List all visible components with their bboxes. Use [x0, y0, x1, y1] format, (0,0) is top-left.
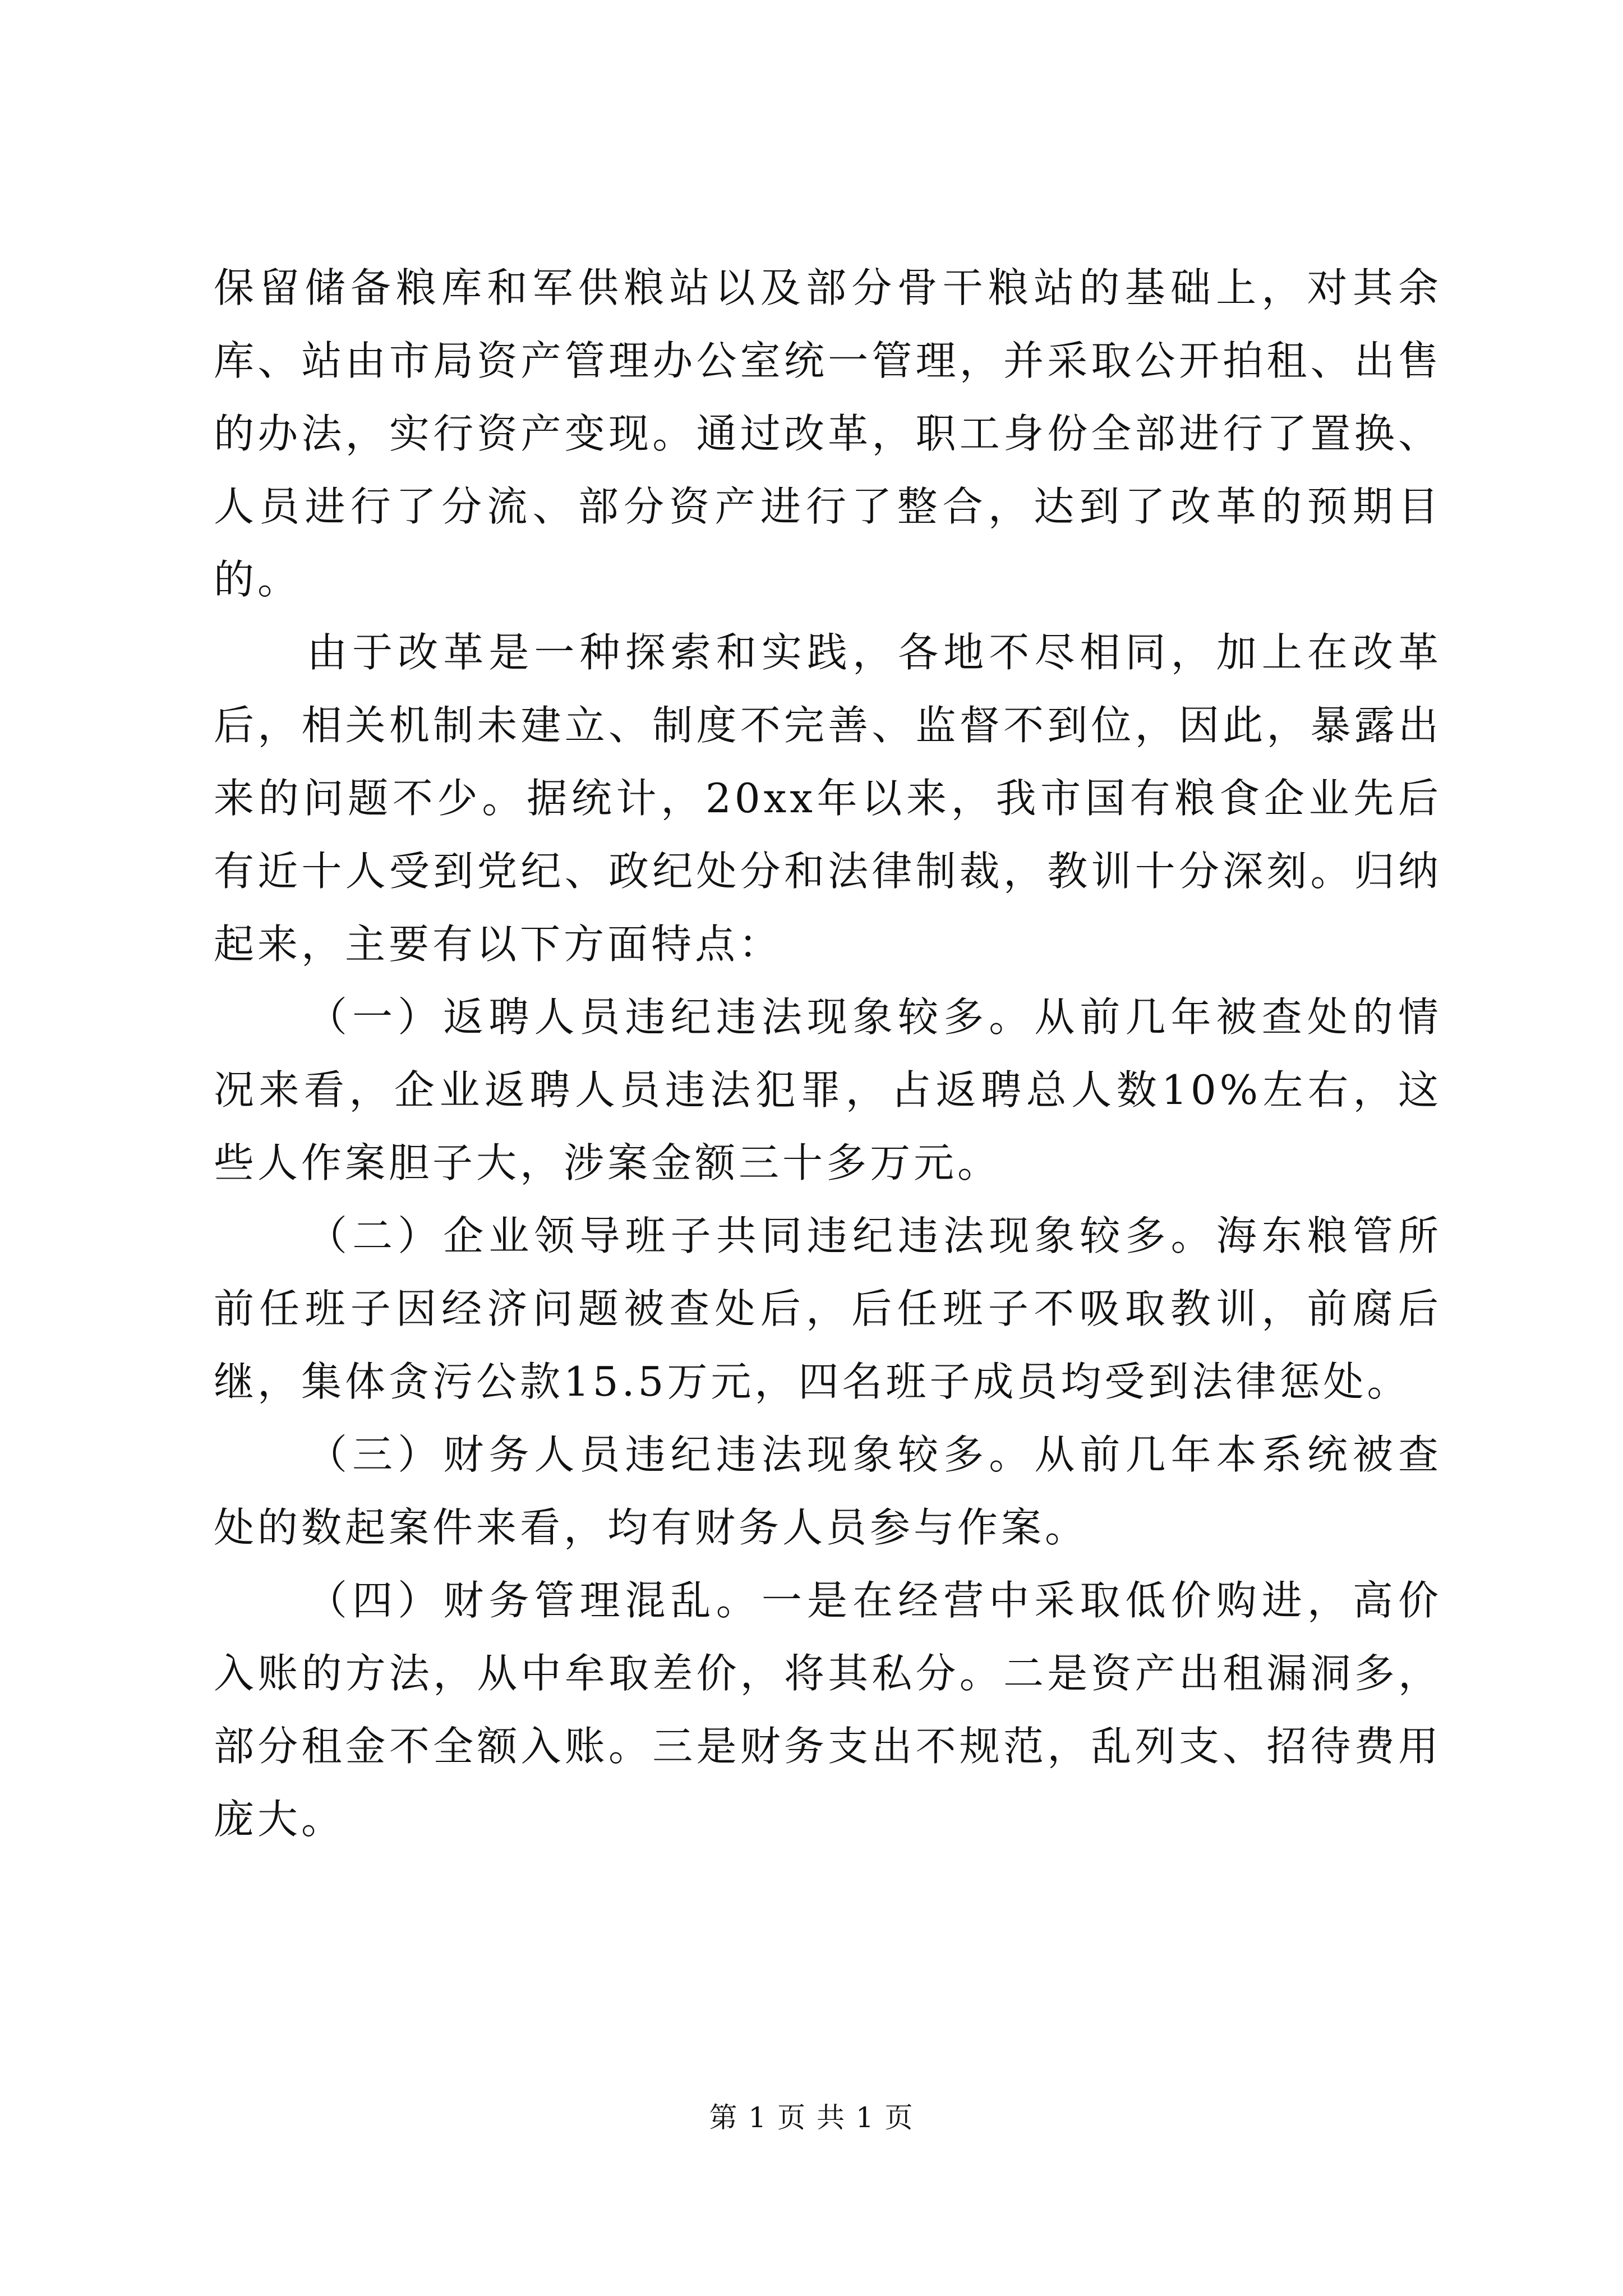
paragraph-point-two: （二）企业领导班子共同违纪违法现象较多。海东粮管所前任班子因经济问题被查处后，后任班子不吸取教训，前腐后继，集体贪污公款15.5万元，四名班子成员均受到法律惩处。 [214, 1212, 1442, 1405]
paragraph-continuation: 保留储备粮库和军供粮站以及部分骨干粮站的基础上，对其余库、站由市局资产管理办公室统一管理，并采取公开拍租、出售的办法，实行资产变现。通过改革，职工身份全部进行了置换、人员进行了分流、部分资产进行了整合，达到了改革的预期目的。 [214, 264, 1442, 603]
paragraph-reform-problems: 由于改革是一种探索和实践，各地不尽相同，加上在改革后，相关机制未建立、制度不完善、监督不到位，因此，暴露出来的问题不少。据统计，20xx年以来，我市国有粮食企业先后有近十人受到党纪、政纪处分和法律制裁，教训十分深刻。归纳起来，主要有以下方面特点： [214, 629, 1442, 968]
paragraph-point-four: （四）财务管理混乱。一是在经营中采取低价购进，高价入账的方法，从中牟取差价，将其私分。二是资产出租漏洞多，部分租金不全额入账。三是财务支出不规范，乱列支、招待费用庞大。 [214, 1577, 1442, 1843]
page-footer: 第 1 页 共 1 页 [709, 2101, 914, 2134]
document-body [214, 251, 1442, 1856]
paragraph-point-one: （一）返聘人员违纪违法现象较多。从前几年被查处的情况来看，企业返聘人员违法犯罪，占返聘总人数10%左右，这些人作案胆子大，涉案金额三十多万元。 [214, 993, 1442, 1186]
paragraph-point-three: （三）财务人员违纪违法现象较多。从前几年本系统被查处的数起案件来看，均有财务人员参与作案。 [214, 1431, 1442, 1551]
